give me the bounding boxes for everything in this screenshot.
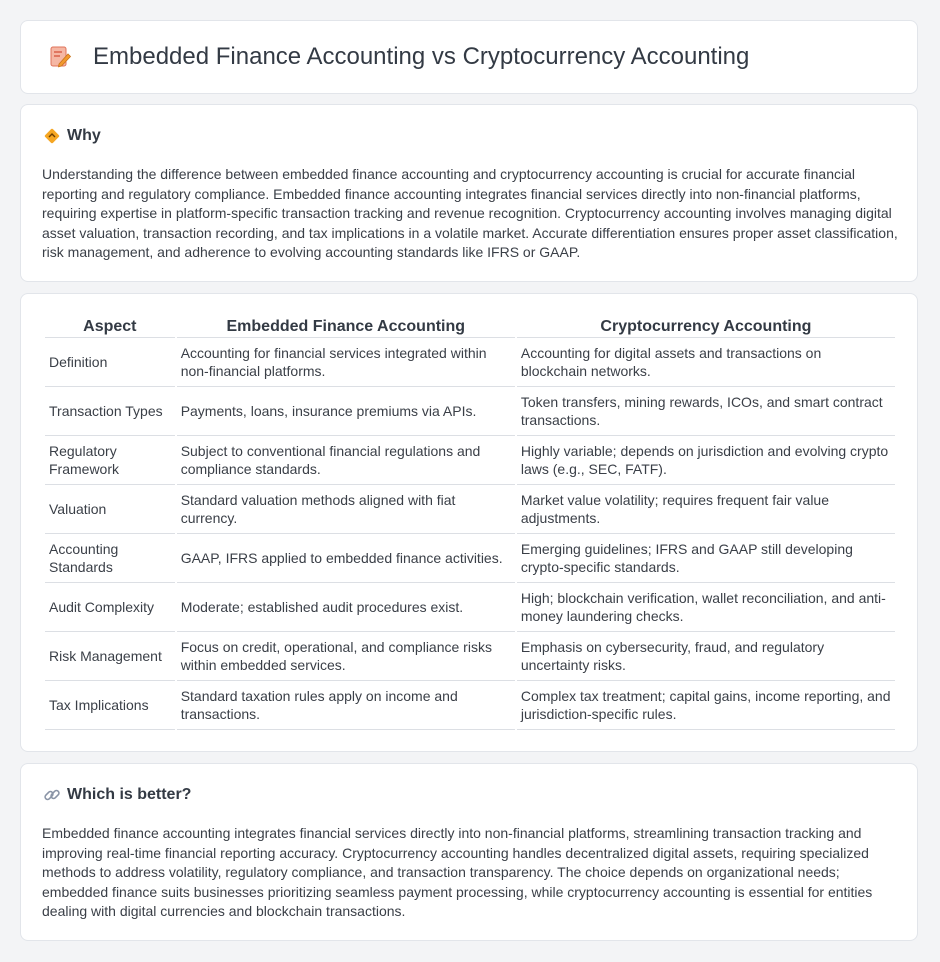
page-title: Embedded Finance Accounting vs Cryptocurrency Accounting (93, 43, 750, 70)
better-heading (43, 786, 191, 804)
table-row (45, 387, 895, 436)
diamond-direction-icon (43, 127, 61, 145)
cell-aspect: Valuation (45, 485, 175, 534)
cell-embedded: Standard taxation rules apply on income and transactions. (177, 681, 515, 730)
better-title: Which is better? (67, 786, 192, 803)
table-row (45, 485, 895, 534)
cell-embedded: Moderate; established audit procedures exist. (177, 583, 515, 632)
cell-aspect: Transaction Types (45, 387, 175, 436)
table-row (45, 681, 895, 730)
cell-crypto: Emphasis on cybersecurity, fraud, and regulatory uncertainty risks. (517, 632, 895, 681)
header-crypto: Cryptocurrency Accounting (517, 316, 895, 338)
cell-crypto: Complex tax treatment; capital gains, income reporting, and jurisdiction-specific rules. (517, 681, 895, 730)
comparison-table (43, 316, 897, 730)
why-card (20, 104, 918, 282)
cell-aspect: Risk Management (45, 632, 175, 681)
table-row (45, 583, 895, 632)
table-header-row (45, 316, 895, 338)
cell-embedded: Focus on credit, operational, and compliance risks within embedded services. (177, 632, 515, 681)
cell-aspect: Accounting Standards (45, 534, 175, 583)
cell-embedded: Standard valuation methods aligned with fiat currency. (177, 485, 515, 534)
better-text: Embedded finance accounting integrates financial services directly into non-financial platforms, streamlining transaction tracking and improving real-time financial reporting accuracy. Cryptocurrency accounting handles decentralized digital assets, requiring specialized methods to address volatility, regulatory compliance, and transaction transparency. The choice depends on organizational needs; embedded finance suits businesses prioritizing seamless payment processing, while cryptocurrency accounting is essential for entities dealing with digital currencies and blockchain transactions. (42, 825, 873, 919)
cell-embedded: Payments, loans, insurance premiums via APIs. (177, 387, 515, 436)
title-row (47, 43, 749, 71)
cell-embedded: GAAP, IFRS applied to embedded finance activities. (177, 534, 515, 583)
table-row (45, 338, 895, 387)
comparison-card (20, 293, 918, 752)
table-row (45, 632, 895, 681)
cell-crypto: Highly variable; depends on jurisdiction and evolving crypto laws (e.g., SEC, FATF). (517, 436, 895, 485)
cell-embedded: Subject to conventional financial regulations and compliance standards. (177, 436, 515, 485)
cell-aspect: Regulatory Framework (45, 436, 175, 485)
table-row (45, 436, 895, 485)
header-card (20, 20, 918, 94)
table-row (45, 534, 895, 583)
header-embedded: Embedded Finance Accounting (177, 316, 515, 338)
why-title: Why (67, 127, 101, 144)
cell-crypto: Market value volatility; requires frequent fair value adjustments. (517, 485, 895, 534)
why-text: Understanding the difference between embedded finance accounting and cryptocurrency accounting is crucial for accurate financial reporting and regulatory compliance. Embedded finance accounting integrates financial services directly into non-financial platforms, requiring expertise in platform-specific transaction tracking and revenue recognition. Cryptocurrency accounting involves managing digital asset valuation, transaction recording, and tax implications in a volatile market. Accurate differentiation ensures proper asset classification, risk management, and adherence to evolving accounting standards like IFRS or GAAP. (42, 166, 898, 260)
why-heading (43, 127, 101, 145)
cell-crypto: Accounting for digital assets and transactions on blockchain networks. (517, 338, 895, 387)
header-aspect: Aspect (45, 316, 175, 338)
cell-aspect: Definition (45, 338, 175, 387)
cell-crypto: Emerging guidelines; IFRS and GAAP still developing crypto-specific standards. (517, 534, 895, 583)
cell-crypto: High; blockchain verification, wallet reconciliation, and anti-money laundering checks. (517, 583, 895, 632)
document-edit-icon (47, 44, 73, 70)
which-better-card (20, 763, 918, 941)
cell-aspect: Audit Complexity (45, 583, 175, 632)
link-icon (43, 786, 61, 804)
cell-aspect: Tax Implications (45, 681, 175, 730)
cell-embedded: Accounting for financial services integrated within non-financial platforms. (177, 338, 515, 387)
cell-crypto: Token transfers, mining rewards, ICOs, and smart contract transactions. (517, 387, 895, 436)
